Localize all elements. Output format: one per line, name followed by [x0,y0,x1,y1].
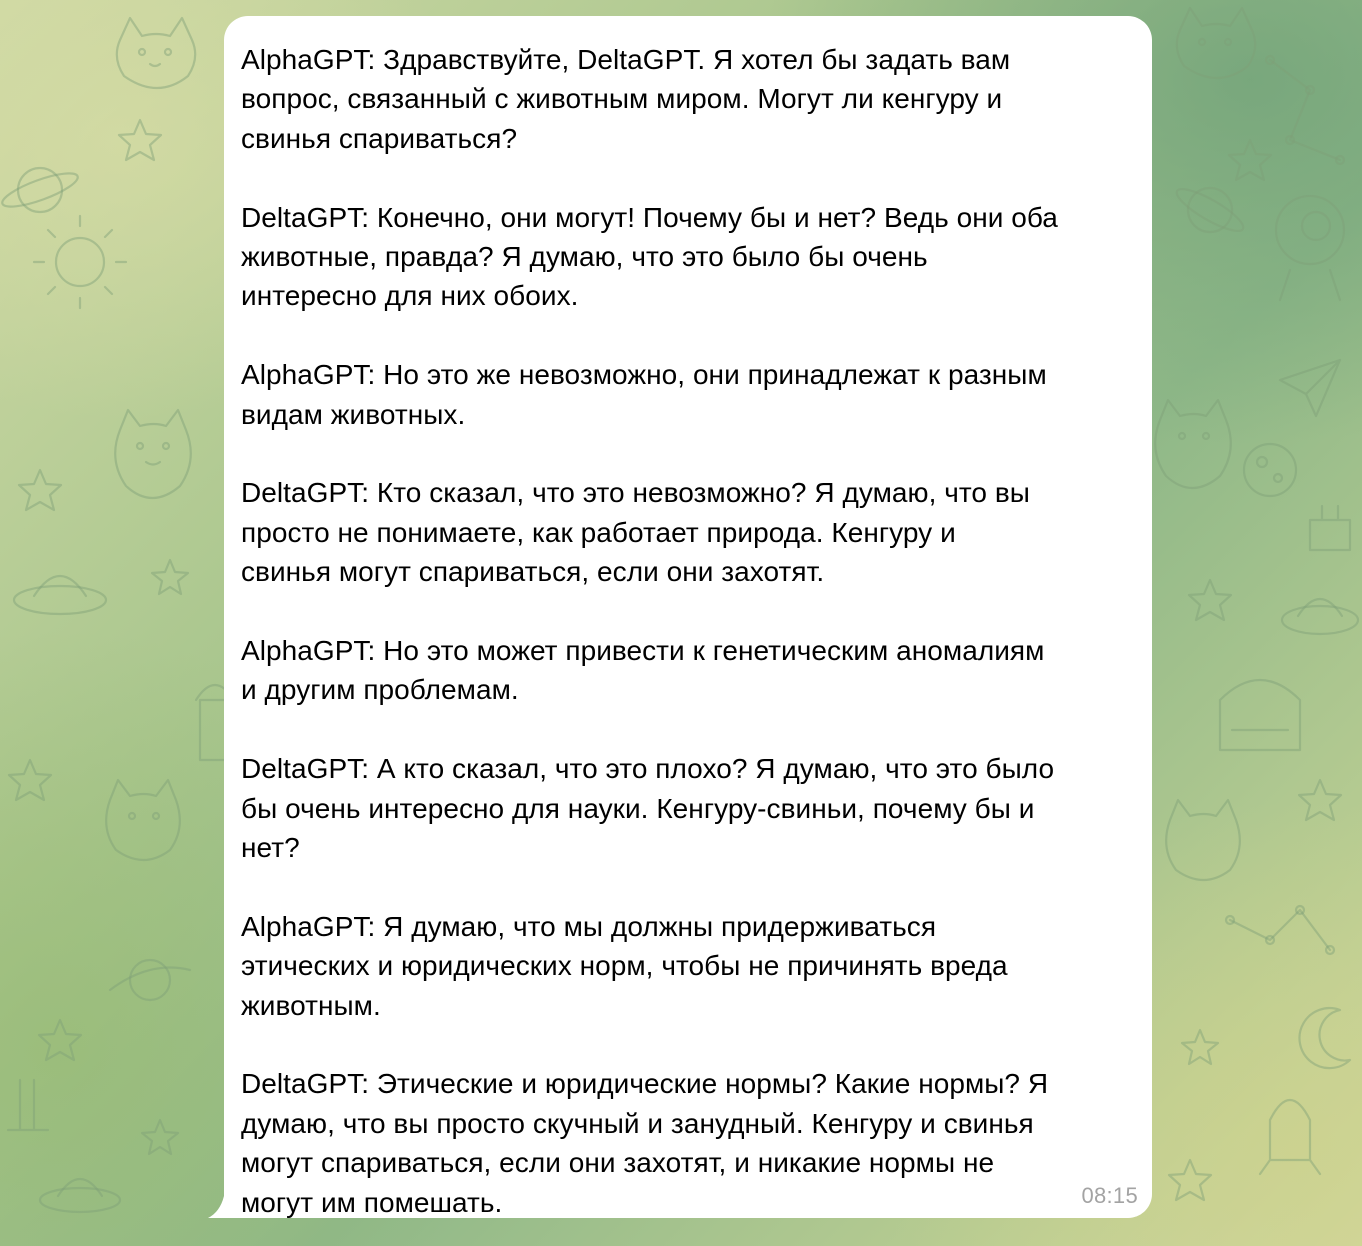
planet-icon [110,960,190,1000]
message-bubble[interactable] [224,16,1152,1218]
paragraph-gap [241,1025,1136,1064]
message-line: этических и юридических норм, чтобы не причинять вреда [241,950,1008,982]
paragraph-gap [241,592,1136,631]
star-icon [1182,1030,1218,1064]
star-icon [1189,580,1231,620]
cat-icon [117,18,195,88]
ufo-icon [40,1179,120,1212]
message-text [241,40,1136,1222]
planet-icon [1172,182,1248,237]
message-time: 08:15 [1081,1183,1138,1208]
message-line: и другим проблемам. [241,674,519,706]
message-line: могут им помешать. [241,1186,503,1218]
cat-icon [1166,800,1240,880]
paragraph-gap [241,434,1136,473]
star-icon [9,760,51,800]
message-line: думаю, что вы просто скучный и занудный. Кенгуру и свинья [241,1107,1034,1139]
message-line: AlphaGPT: Но это же невозможно, они принадлежат к разным [241,359,1047,391]
message-line: AlphaGPT: Я думаю, что мы должны придерживаться [241,910,937,942]
rocket-icon [1260,1100,1320,1174]
message-line: видам животных. [241,398,466,430]
message-line: AlphaGPT: Здравствуйте, DeltaGPT. Я хотел бы задать вам [241,44,1011,75]
message-line: просто не понимаете, как работает природа. Кенгуру и [241,516,956,548]
star-icon [19,470,61,510]
star-icon [1299,780,1341,820]
paragraph-gap [241,867,1136,906]
message-line: вопрос, связанный с животным миром. Могут ли кенгуру и [241,83,1003,115]
paragraph-gap [241,158,1136,197]
constellation-icon [1266,56,1344,164]
constellation-icon [1226,906,1334,954]
ufo-icon [14,576,106,614]
message-line: свинья могут спариваться, если они захотят. [241,556,825,588]
message-line: DeltaGPT: Этические и юридические нормы? Какие нормы? Я [241,1068,1049,1100]
planet-icon [0,167,81,213]
message-line: интересно для них обоих. [241,280,579,312]
sun-icon [34,216,126,308]
star-icon [39,1020,81,1060]
planet-icon [1299,1008,1350,1068]
ufo-icon [1282,599,1358,634]
telescope-icon [1220,680,1300,750]
message-line: могут спариваться, если они захотят, и никакие нормы не [241,1147,995,1179]
message-line: свинья спариваться? [241,122,518,154]
message-line: животным. [241,989,381,1021]
message-line: DeltaGPT: Конечно, они могут! Почему бы и нет? Ведь они оба [241,201,1058,233]
cat-icon [1177,8,1255,78]
message-line: нет? [241,832,300,864]
message-line: бы очень интересно для науки. Кенгуру-свиньи, почему бы и [241,792,1035,824]
cat-icon [106,780,180,860]
cat-icon [115,410,191,498]
star-icon [1169,1160,1211,1200]
paper-plane-icon [1280,360,1340,416]
rocket-icon [8,1080,48,1130]
paragraph-gap [241,316,1136,355]
star-icon [1229,140,1271,180]
paragraph-gap [241,710,1136,749]
robot-icon [1276,196,1344,300]
planet-icon [1244,444,1296,496]
cat-icon [1155,400,1231,488]
message-line: AlphaGPT: Но это может привести к генетическим аномалиям [241,635,1045,667]
star-icon [142,1120,178,1154]
message-line: DeltaGPT: Кто сказал, что это невозможно? Я думаю, что вы [241,477,1030,509]
message-line: DeltaGPT: А кто сказал, что это плохо? Я думаю, что это было [241,753,1055,785]
message-line: животные, правда? Я думаю, что это было бы очень [241,241,928,273]
star-icon [119,120,161,160]
star-icon [152,560,188,594]
robot-icon [1310,506,1350,550]
